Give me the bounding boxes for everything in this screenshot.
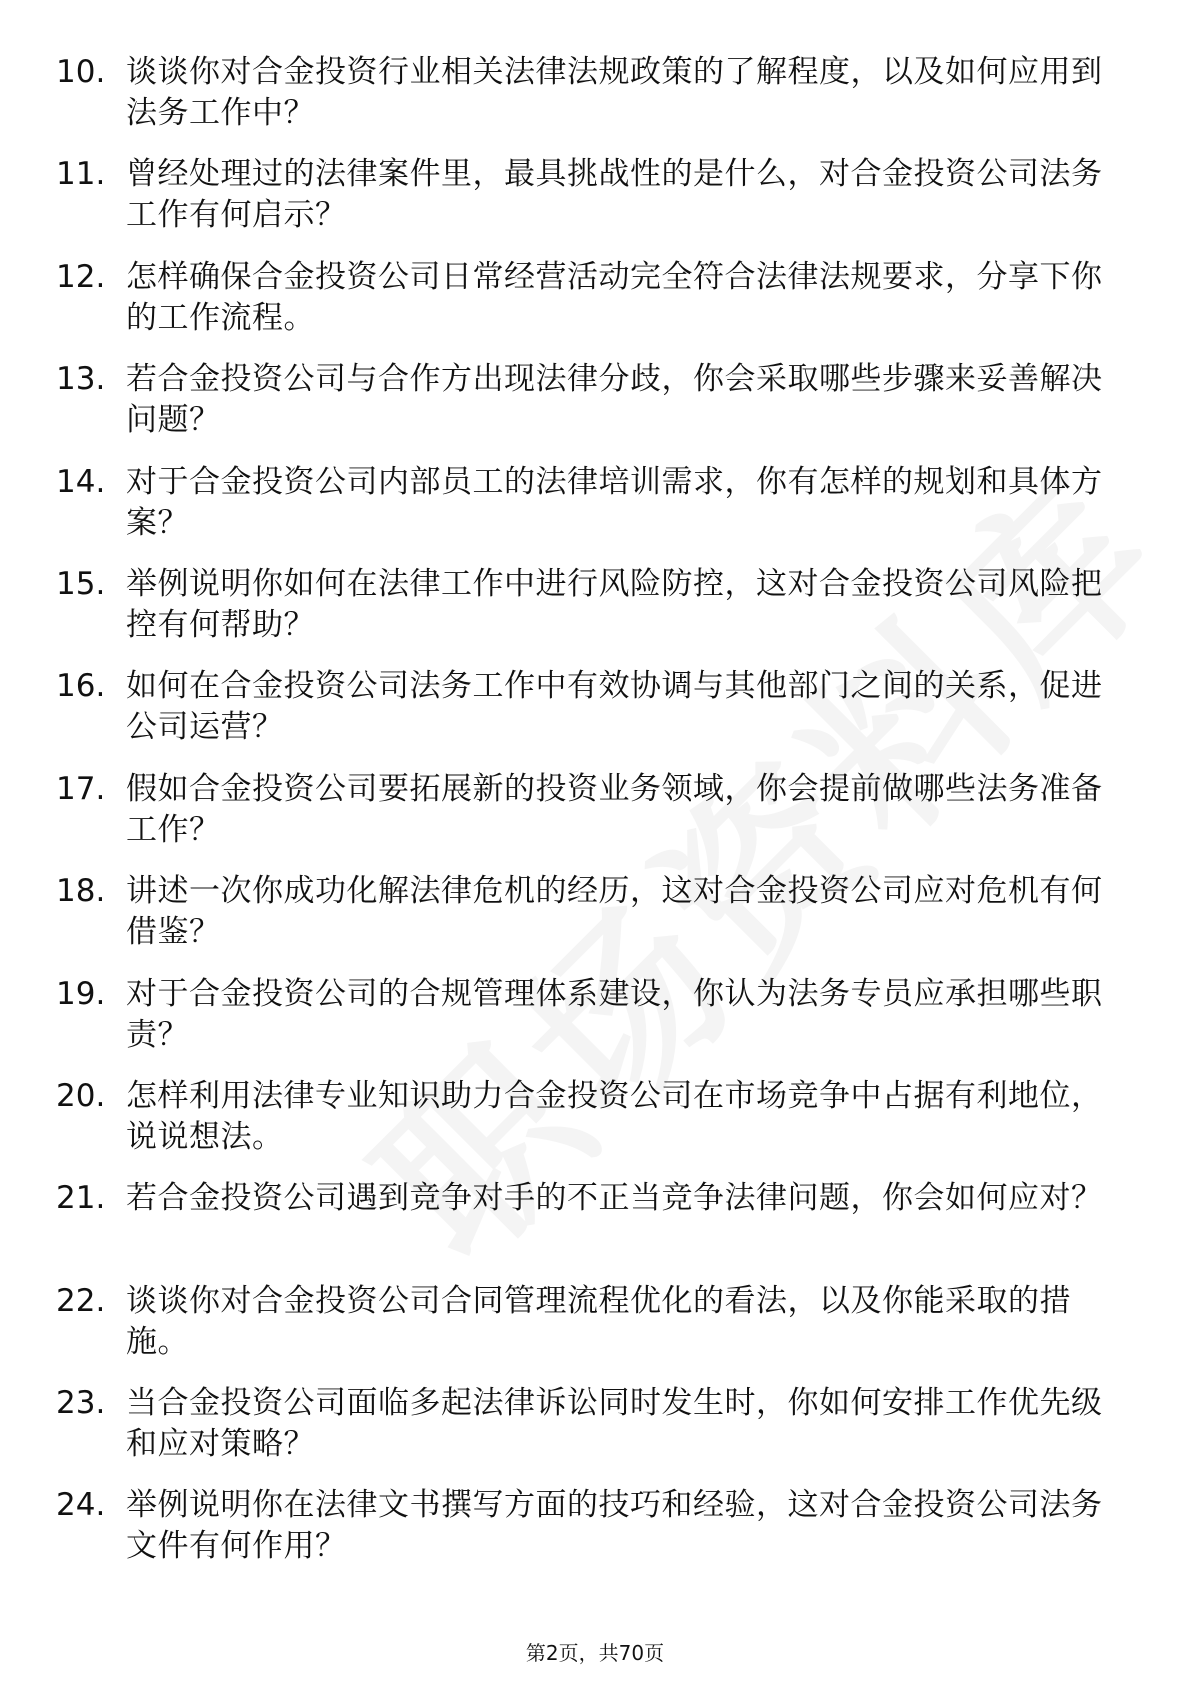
question-item bbox=[0, 1485, 1190, 1587]
question-text: 对于合金投资公司内部员工的法律培训需求，你有怎样的规划和具体方案？ bbox=[126, 463, 1103, 541]
question-text: 对于合金投资公司的合规管理体系建设，你认为法务专员应承担哪些职责？ bbox=[126, 975, 1103, 1053]
question-item bbox=[0, 1076, 1190, 1178]
question-text: 若合金投资公司与合作方出现法律分歧，你会采取哪些步骤来妥善解决问题？ bbox=[126, 361, 1103, 439]
question-number: 10. bbox=[56, 54, 106, 90]
question-item bbox=[0, 769, 1190, 871]
question-item bbox=[0, 154, 1190, 256]
question-number: 12. bbox=[56, 258, 106, 295]
question-item bbox=[0, 359, 1190, 461]
question-item bbox=[0, 52, 1190, 154]
question-number: 19. bbox=[56, 975, 106, 1012]
question-item bbox=[0, 462, 1190, 564]
question-number: 17. bbox=[56, 770, 106, 807]
question-number: 24. bbox=[56, 1487, 106, 1524]
question-item bbox=[0, 564, 1190, 666]
question-item bbox=[0, 1281, 1190, 1383]
question-text: 当合金投资公司面临多起法律诉讼同时发生时，你如何安排工作优先级和应对策略？ bbox=[126, 1385, 1103, 1463]
question-number: 20. bbox=[56, 1077, 106, 1114]
question-number: 22. bbox=[56, 1282, 106, 1319]
question-item bbox=[0, 666, 1190, 768]
question-text: 曾经处理过的法律案件里，最具挑战性的是什么，对合金投资公司法务工作有何启示？ bbox=[126, 156, 1103, 234]
question-number: 13. bbox=[56, 361, 106, 398]
question-text: 怎样确保合金投资公司日常经营活动完全符合法律法规要求，分享下你的工作流程。 bbox=[126, 258, 1103, 336]
question-number: 18. bbox=[56, 873, 106, 910]
question-text: 谈谈你对合金投资行业相关法律法规政策的了解程度，以及如何应用到法务工作中？ bbox=[126, 54, 1103, 131]
question-number: 11. bbox=[56, 156, 106, 193]
question-list bbox=[0, 52, 1190, 1588]
question-number: 21. bbox=[56, 1180, 106, 1217]
question-number: 23. bbox=[56, 1385, 106, 1422]
page-footer: 第2页，共70页 bbox=[525, 1641, 665, 1665]
question-item bbox=[0, 1178, 1190, 1280]
question-text: 怎样利用法律专业知识助力合金投资公司在市场竞争中占据有利地位，说说想法。 bbox=[126, 1077, 1103, 1155]
question-text: 谈谈你对合金投资公司合同管理流程优化的看法，以及你能采取的措施。 bbox=[126, 1282, 1071, 1360]
question-text: 如何在合金投资公司法务工作中有效协调与其他部门之间的关系，促进公司运营？ bbox=[126, 668, 1103, 746]
question-number: 15. bbox=[56, 565, 106, 602]
question-text: 若合金投资公司遇到竞争对手的不正当竞争法律问题，你会如何应对？ bbox=[126, 1180, 1103, 1217]
question-text: 举例说明你在法律文书撰写方面的技巧和经验，这对合金投资公司法务文件有何作用？ bbox=[126, 1487, 1103, 1565]
question-text: 举例说明你如何在法律工作中进行风险防控，这对合金投资公司风险把控有何帮助？ bbox=[126, 565, 1103, 643]
question-item bbox=[0, 1383, 1190, 1485]
question-item bbox=[0, 257, 1190, 359]
question-item bbox=[0, 974, 1190, 1076]
question-number: 16. bbox=[56, 668, 106, 705]
question-number: 14. bbox=[56, 463, 106, 500]
question-text: 讲述一次你成功化解法律危机的经历，这对合金投资公司应对危机有何借鉴？ bbox=[126, 873, 1103, 951]
question-item bbox=[0, 871, 1190, 973]
question-text: 假如合金投资公司要拓展新的投资业务领域，你会提前做哪些法务准备工作？ bbox=[126, 770, 1103, 848]
